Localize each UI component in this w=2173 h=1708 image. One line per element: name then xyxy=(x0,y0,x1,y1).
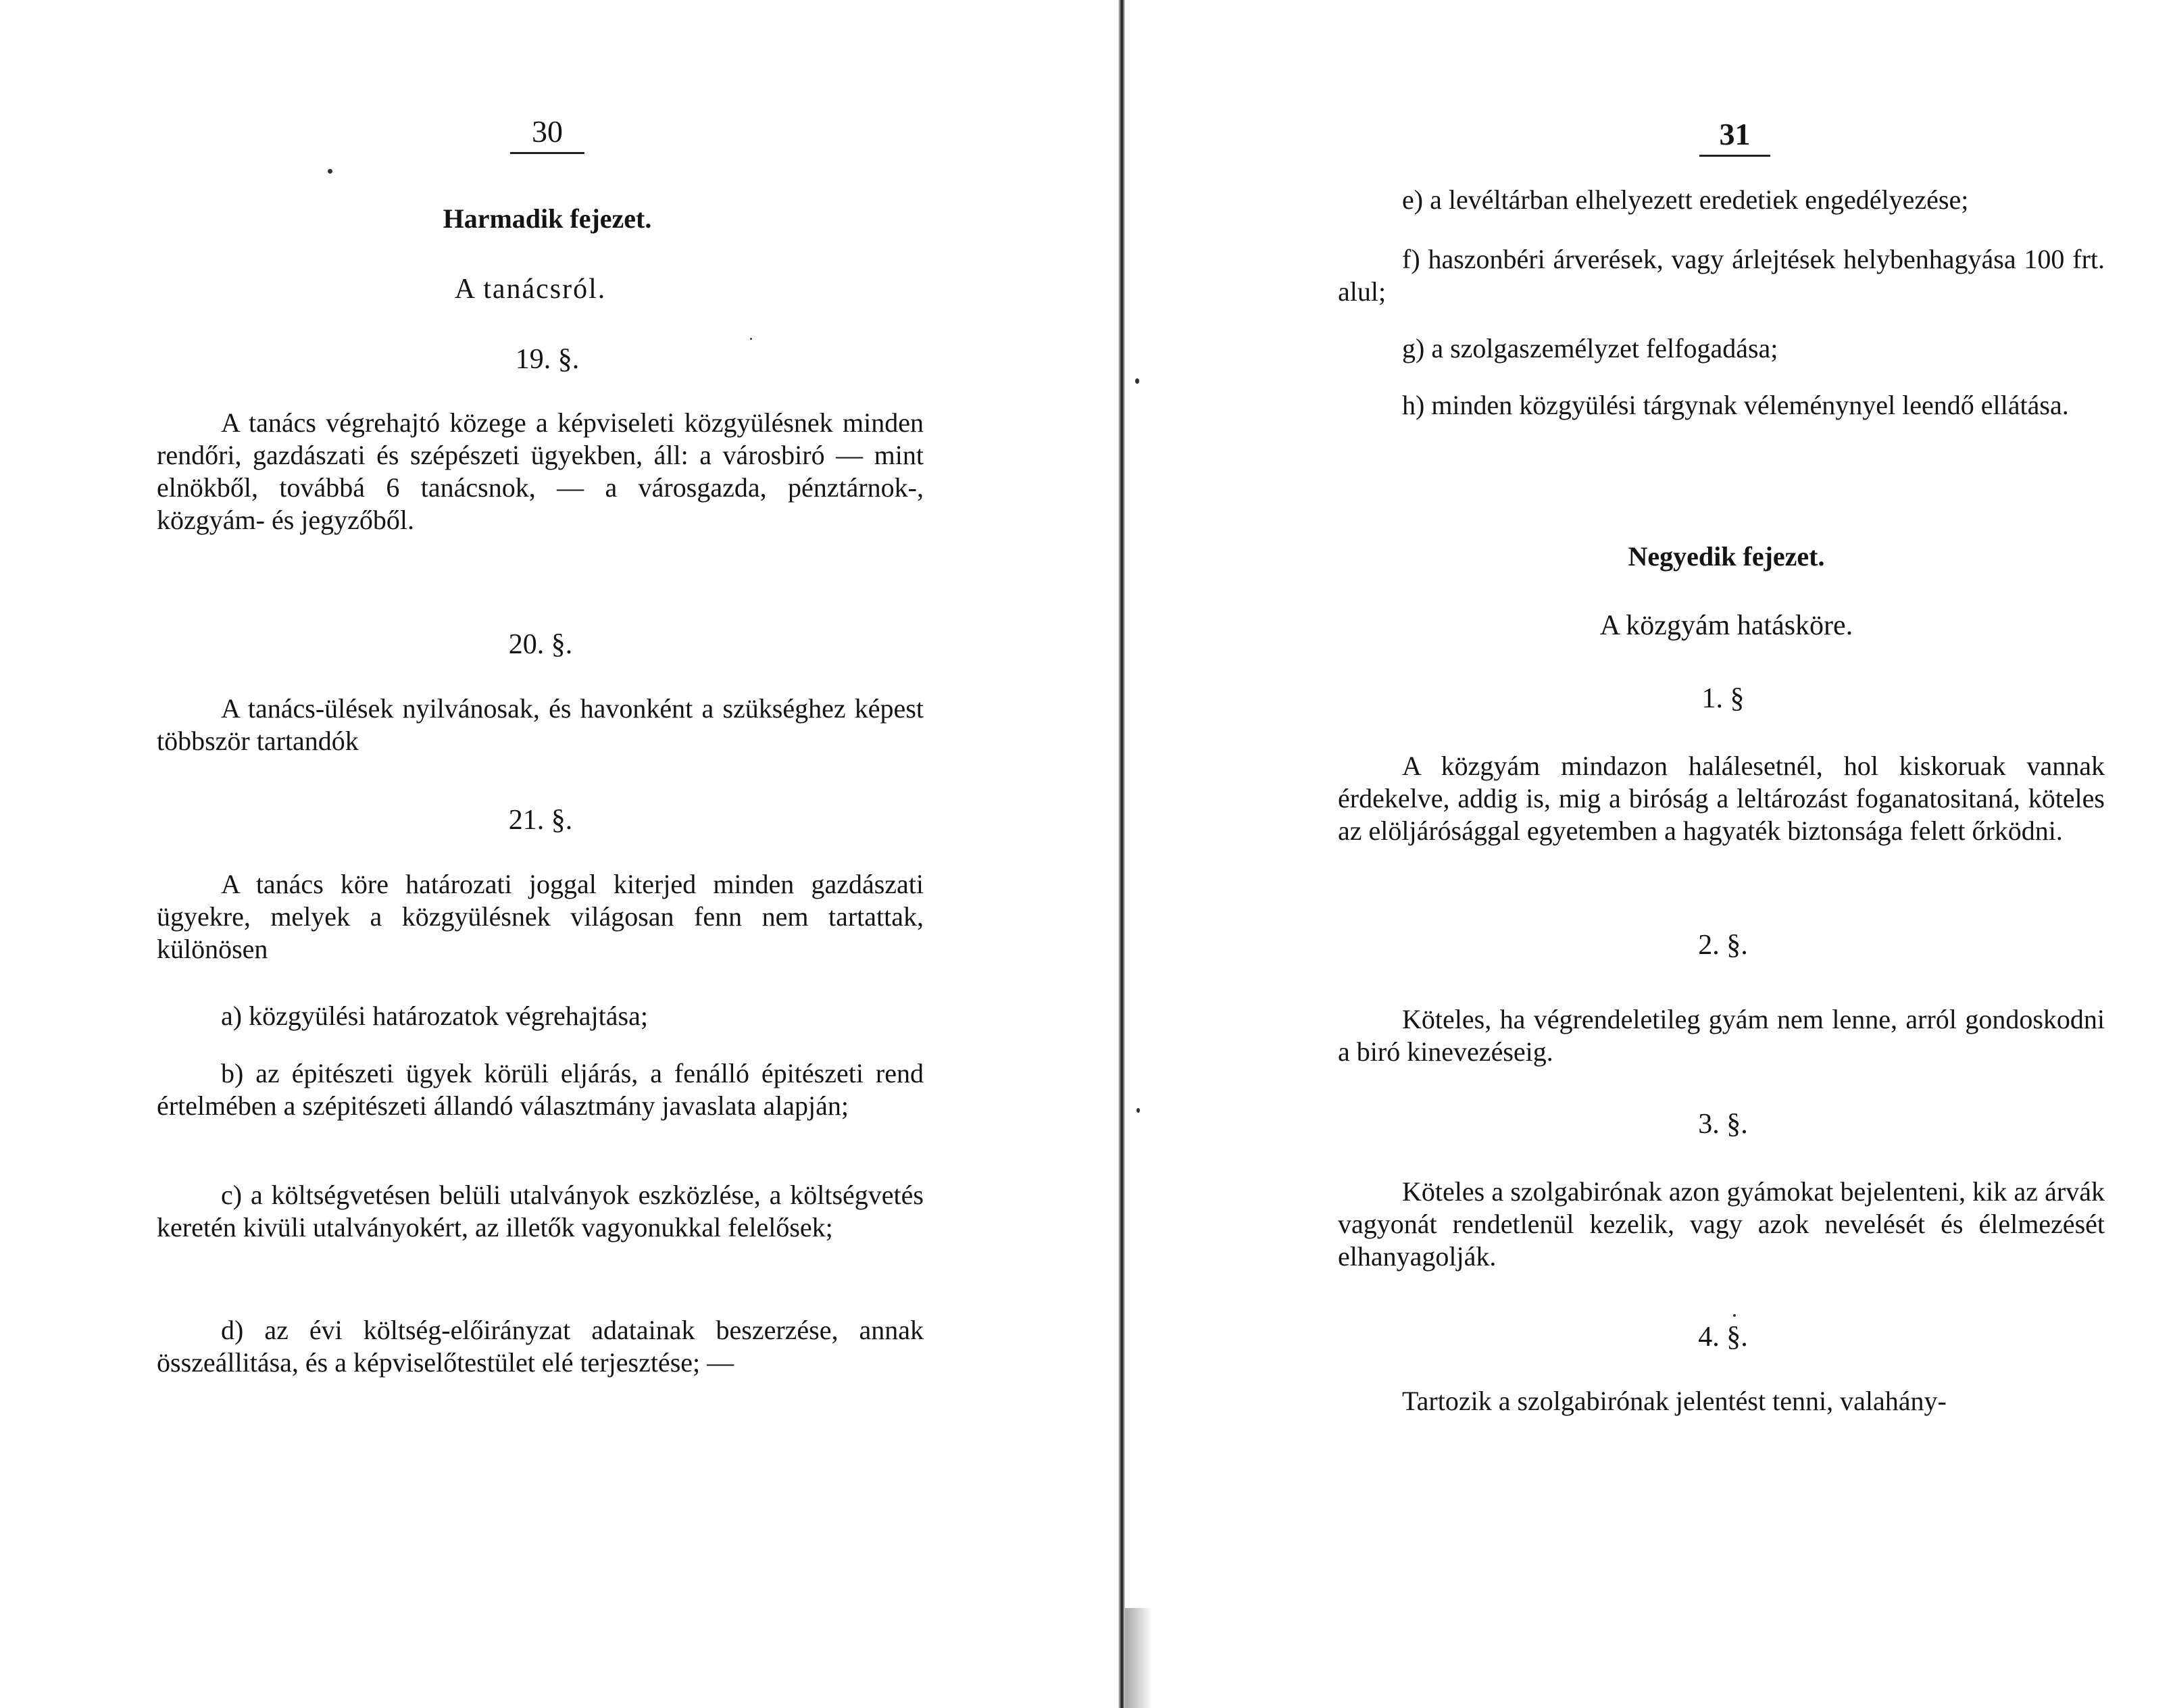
list-item-h: h) minden közgyülési tárgynak véleménynyel leendő ellátása. xyxy=(1402,390,2069,420)
section-heading-19: 19. §. xyxy=(515,344,580,375)
section-heading-1: 1. § xyxy=(1701,683,1745,714)
list-item-d: d) az évi költség-előirányzat adatainak beszerzése, annak összeállitása, és a képviselőtestület elé terjesztése; — xyxy=(157,1315,924,1378)
section-heading-2: 2. §. xyxy=(1698,930,1748,961)
print-speck xyxy=(1135,378,1139,384)
section-4-text: Tartozik a szolgabirónak jelentést tenni, valahány- xyxy=(1402,1386,1947,1416)
section-heading-4: 4. §. xyxy=(1698,1322,1748,1353)
list-item-g: g) a szolgaszemélyzet felfogadása; xyxy=(1402,333,1778,363)
print-speck xyxy=(1733,1314,1736,1317)
print-speck xyxy=(750,338,752,340)
page-number: 30 xyxy=(510,114,584,154)
list-item-a: a) közgyülési határozatok végrehajtása; xyxy=(221,1001,648,1031)
chapter-subtitle: A tanácsról. xyxy=(454,274,607,305)
list-item-c: c) a költségvetésen belüli utalványok eszközlése, a költségvetés keretén kivüli utalványokért, az illetők vagyonukkal felelősek; xyxy=(157,1180,924,1242)
section-3-text: Köteles a szolgabirónak azon gyámokat bejelenteni, kik az árvák vagyonát rendetlenül kezelik, vagy azok nevelését és élelmezését elhanyagolják. xyxy=(1338,1176,2105,1272)
section-heading-20: 20. §. xyxy=(508,629,573,660)
section-2-text: Köteles, ha végrendeletileg gyám nem lenne, arról gondoskodni a biró kinevezéseig. xyxy=(1338,1004,2105,1067)
section-19-text: A tanács végrehajtó közege a képviseleti közgyülésnek minden rendőri, gazdászati és szépészeti ügyekben, áll: a városbiró — mint elnökből, továbbá 6 tanácsnok, — a városgazda, pénztárnok-, közgyám- és jegyzőből. xyxy=(157,407,924,535)
chapter-title: Harmadik fejezet. xyxy=(443,203,652,234)
list-item-f: f) haszonbéri árverések, vagy árlejtések helybenhagyása 100 frt. alul; xyxy=(1338,244,2105,307)
list-item-b: b) az épitészeti ügyek körüli eljárás, a fenálló épitészeti rend értelmében a szépitészeti állandó választmány javaslata alapján; xyxy=(157,1058,924,1121)
print-speck xyxy=(328,169,332,174)
section-1-text: A közgyám mindazon halálesetnél, hol kiskoruak vannak érdekelve, addig is, mig a biróság a leltározást foganatositaná, köteles az elöljárósággal egyetemben a hagyaték biztonsága felett őrködni. xyxy=(1338,751,2105,846)
chapter-title-4: Negyedik fejezet. xyxy=(1628,541,1825,572)
section-heading-3: 3. §. xyxy=(1698,1109,1748,1140)
section-heading-21: 21. §. xyxy=(508,805,573,836)
chapter-subtitle-4: A közgyám hatásköre. xyxy=(1599,610,1853,641)
print-speck xyxy=(1137,1108,1140,1113)
list-item-e: e) a levéltárban elhelyezett eredetiek engedélyezése; xyxy=(1402,184,1969,215)
page-number: 31 xyxy=(1699,116,1770,157)
section-21-text: A tanács köre határozati joggal kiterjed minden gazdászati ügyekre, melyek a közgyülésnek világosan fenn nem tartattak, különösen xyxy=(157,869,924,964)
section-20-text: A tanács-ülések nyilvánosak, és havonként a szükséghez képest többször tartandók xyxy=(157,693,924,756)
